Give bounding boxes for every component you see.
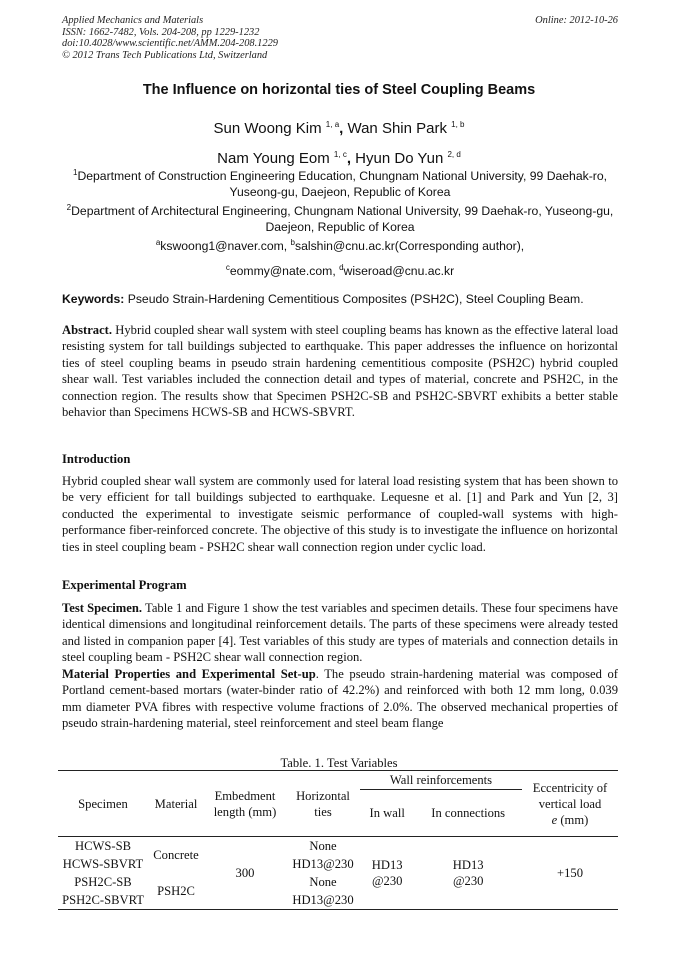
keywords (62, 292, 618, 306)
keywords-text: Pseudo Strain-Hardening Cementitious Composites (PSH2C), Steel Coupling Beam. (127, 292, 584, 306)
table-cell-material: Concrete (153, 848, 199, 862)
header-eccentricity: Eccentricity of vertical load e (mm) (522, 771, 618, 837)
journal-name: Applied Mechanics and Materials (62, 15, 204, 26)
author-sup: 1, c (333, 150, 347, 159)
author-name: Hyun Do Yun (355, 150, 444, 167)
header-embedment: Embedment length (mm) (204, 771, 286, 837)
email-link[interactable]: eommy@nate.com, (229, 264, 336, 279)
header-horizontal-ties: Horizontal ties (286, 771, 360, 837)
table-cell-specimen: PSH2C-SBVRT (58, 891, 148, 910)
table-cell-in-connections: HD13 @230 (414, 837, 522, 910)
table-cell-specimen: PSH2C-SB (74, 875, 132, 889)
header-in-connections: In connections (414, 790, 522, 837)
table-cell-embedment: 300 (204, 837, 286, 910)
table-cell-ties: None (309, 839, 337, 853)
author-sup: 2, d (447, 150, 461, 159)
author-name: Wan Shin Park (347, 120, 447, 137)
email-link[interactable]: wiseroad@cnu.ac.kr (343, 264, 455, 279)
abstract-text: Hybrid coupled shear wall system with steel coupling beams has known as the effective lateral load resisting system for tall buildings subjected to earthquake. This paper addresses the influence on horizontal ties of steel coupling beams in pseudo strain hardening cementitious composite (PSH2C) hybrid coupled shear wall. Test variables included the connection detail and types of material, concrete and PSH2C, in the connection region. The results show that Specimen PSH2C-SB and PSH2C-SBVRT exhibits a better stable behavior than Specimens HCWS-SB and HCWS-SBVRT. (62, 323, 619, 420)
affiliation-1: $^1$Department of Construction Engineering Education, Chungnam National University, 99 Daehak-ro, Yuseong-gu, Daejeon, Republic of Korea (73, 168, 607, 199)
copyright-line: © 2012 Trans Tech Publications Ltd, Switzerland (62, 49, 268, 61)
material-paragraph (62, 666, 618, 732)
test-specimen-text: Table 1 and Figure 1 show the test variables and specimen details. These four specimens have identical dimensions and longitudinal reinforcement details. The parts of these specimens were already tested and listed in companion paper [4]. Test variables of this study are types of materials and connection details in steel coupling beam - PSH2C shear wall connection region. (62, 601, 619, 665)
keywords-label: Keywords: (62, 292, 125, 306)
issn-line: ISSN: 1662-7482, Vols. 204-208, pp 1229-1232 (62, 26, 260, 38)
header-material: Material (148, 771, 204, 837)
introduction-text: Hybrid coupled shear wall system are commonly used for lateral load resisting system that has been shown to be very efficient for tall buildings subjected to earthquake. Lequesne et al. [1] and Park and Yun [2, 3] conducted the experimental to investigate seismic performance of coupled-wall systems with high-performance fiber-reinforced concrete. The objective of this study is to investigate the influence on horizontal ties in steel coupling beam - PSH2C shear wall connection region under cyclic load. (62, 474, 618, 554)
table-cell-eccentricity: +150 (522, 837, 618, 910)
header-wall-reinforcements: Wall reinforcements (360, 771, 522, 790)
author-sup: 1, a (325, 120, 340, 129)
experimental-heading: Experimental Program (62, 578, 187, 592)
header-specimen: Specimen (58, 771, 148, 837)
abstract-label: Abstract. (62, 323, 113, 337)
header-in-wall: In wall (360, 790, 414, 837)
paper-title: The Influence on horizontal ties of Steel Coupling Beams (142, 82, 536, 98)
doi-line: doi:10.4028/www.scientific.net/AMM.204-208.1229 (62, 38, 278, 50)
author-sup: 1, b (451, 120, 465, 129)
abstract (62, 322, 618, 420)
material-text: . The pseudo strain-hardening material was composed of Portland cement-based mortars (water-binder ratio of 42.2%) and reinforced with both 12 mm long, 0.039 mm diameter PVA fibres with respective volume fractions of 2.0%. The observed mechanical properties of pseudo strain-hardening material, steel reinforcement and steel beam flange (62, 667, 618, 731)
table-cell-material: PSH2C (148, 873, 204, 910)
introduction-heading: Introduction (62, 452, 131, 466)
author-list: Sun Woong Kim $^{1, a}$, Wan Shin Park $^{1, b}$ Nam Young Eom $^{1, c}$, Hyun Do Yun $^{2, d}$ (213, 120, 465, 167)
test-variables-table (58, 770, 618, 910)
material-label: Material Properties and Experimental Set-up (62, 667, 316, 681)
table-cell-ties: None (309, 875, 337, 889)
table-cell-specimen: HCWS-SBVRT (62, 857, 144, 871)
table-cell-ties: HD13@230 (286, 891, 360, 910)
email-list: $^a$kswoong1@naver.com, $^b$salshin@cnu.ac.kr(Corresponding author), $^c$eommy@nate.com, $^d$wiseroad@cnu.ac.kr (155, 238, 525, 279)
author-name: Nam Young Eom (217, 150, 330, 167)
affiliation-2: $^2$Department of Architectural Engineering, Chungnam National University, 99 Daehak-ro, Yuseong-gu, Daejeon, Republic of Korea (66, 203, 614, 234)
email-link[interactable]: kswoong1@naver.com, (160, 239, 288, 254)
test-specimen-paragraph (62, 600, 618, 666)
email-link[interactable]: salshin@cnu.ac.kr(Corresponding author), (295, 239, 525, 254)
table-cell-in-wall: HD13 @230 (360, 837, 414, 910)
table-cell-specimen: HCWS-SB (75, 839, 131, 853)
test-specimen-label: Test Specimen. (62, 601, 143, 615)
table-caption: Table. 1. Test Variables (280, 756, 398, 770)
online-date: Online: 2012-10-26 (535, 15, 618, 26)
page-header (62, 15, 618, 61)
table-cell-ties: HD13@230 (292, 857, 354, 871)
author-name: Sun Woong Kim (213, 120, 322, 137)
